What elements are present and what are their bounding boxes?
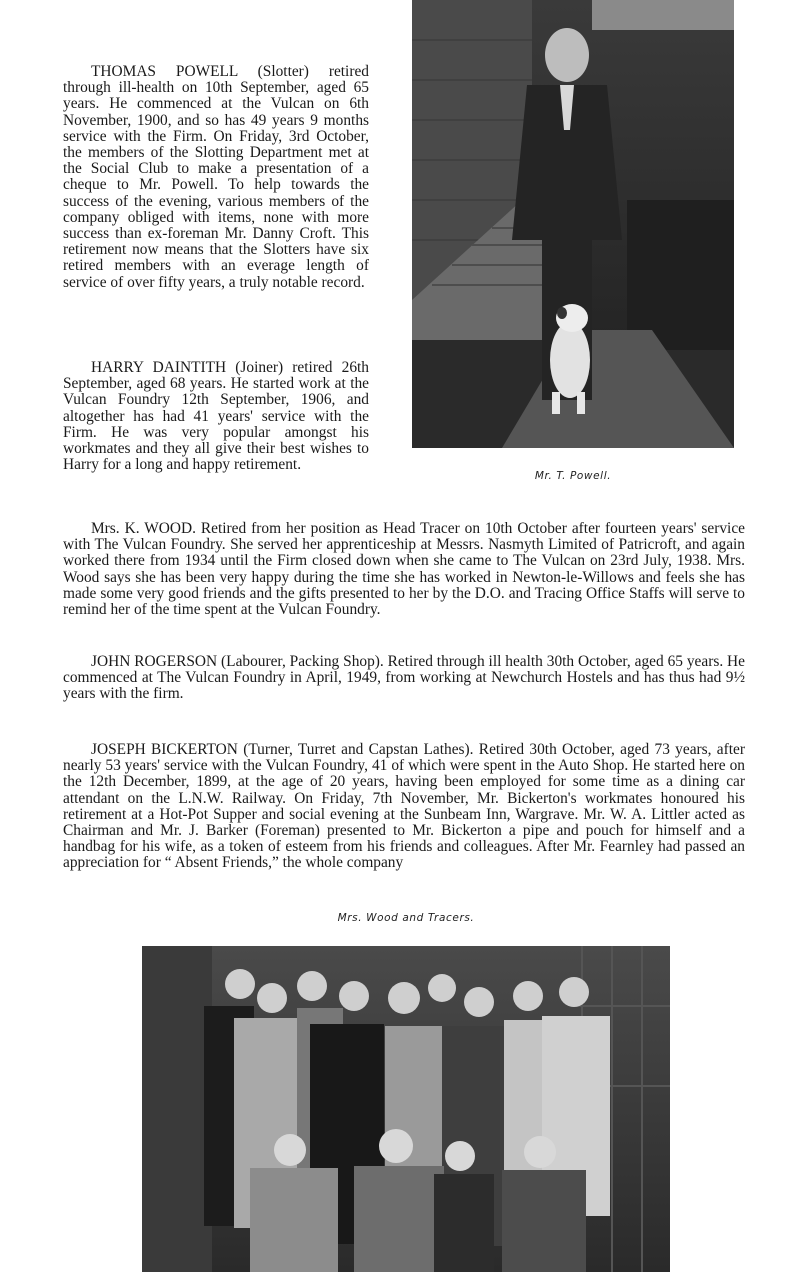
powell-photo-caption: Mr. T. Powell.: [534, 470, 612, 482]
wood-photo-caption: Mrs. Wood and Tracers.: [337, 912, 475, 924]
paragraph-joseph-bickerton: JOSEPH BICKERTON (Turner, Turret and Capstan Lathes). Retired 30th October, aged 73 years, after nearly 53 years' service with the Vulcan Foundry, 41 of which were spent in the Auto Shop. He started here on the 12th December, 1899, at the age of 20 years, having been employed for some time as a dining car attendant on the L.N.W. Railway. On Friday, 7th November, Mr. Bickerton's workmates honoured his retirement at a Hot-Pot Supper and social evening at the Sunbeam Inn, Wargrave. Mr. W. A. Littler acted as Chairman and Mr. J. Barker (Foreman) presented to Mr. Bickerton a pipe and pouch for himself and a handbag for his wife, as a token of esteem from his friends and colleagues. After Mr. Fearnley had passed an appreciation for “ Absent Friends,” the whole company: [63, 741, 745, 872]
powell-photo: [412, 0, 734, 448]
wood-tracers-photo: [142, 946, 670, 1272]
paragraph-mrs-wood: Mrs. K. WOOD. Retired from her position as Head Tracer on 10th October after fourteen years' service with The Vulcan Foundry. She served her apprenticeship at Messrs. Nasmyth Limited of Patricroft, and again worked there from 1934 until the Firm closed down when she came to The Vulcan on 23rd July, 1938. Mrs. Wood says she has been very happy during the time she has worked in Newton-le-Willows and feels she has made some very good friends and the gifts presented to her by the D.O. and Tracing Office Staffs will serve to remind her of the time spent at the Vulcan Foundry.: [63, 520, 745, 619]
paragraph-john-rogerson: JOHN ROGERSON (Labourer, Packing Shop). Retired through ill health 30th October, aged 65 years. He commenced at The Vulcan Foundry in April, 1949, from working at Newchurch Hostels and has thus had 9½ years with the firm.: [63, 653, 745, 703]
powell-photo-image: [412, 0, 734, 448]
paragraph-thomas-powell: THOMAS POWELL (Slotter) retired through ill-health on 10th September, aged 65 years. He commenced at the Vulcan on 6th November, 1900, and so has 49 years 9 months service with the Firm. On Friday, 3rd October, the members of the Slotting Department met at the Social Club to make a presentation of a cheque to Mr. Powell. To help towards the success of the evening, various members of the company obliged with items, none with more success than ex-foreman Mr. Danny Croft. This retirement now means that the Slotters have six retired members with an everage length of service of over fifty years, a truly notable record.: [63, 63, 369, 291]
paragraph-harry-daintith: HARRY DAINTITH (Joiner) retired 26th September, aged 68 years. He started work at the Vulcan Foundry 12th September, 1906, and altogether has had 41 years' service with the Firm. He was very popular amongst his workmates and they all give their best wishes to Harry for a long and happy retirement.: [63, 359, 369, 474]
wood-tracers-photo-image: [142, 946, 670, 1272]
